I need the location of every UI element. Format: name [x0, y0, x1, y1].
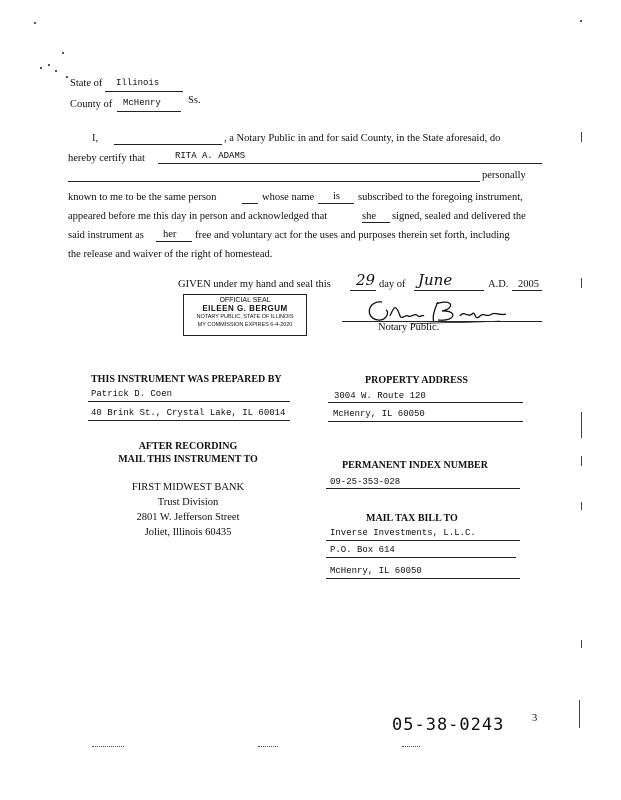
scan-speck [34, 22, 36, 24]
seal-state: NOTARY PUBLIC, STATE OF ILLINOIS [196, 314, 294, 320]
margin-mark [581, 132, 582, 142]
pronoun-she-line [362, 222, 390, 223]
personally-label: personally [482, 170, 526, 181]
margin-mark [581, 640, 582, 648]
signed-text: signed, sealed and delivered the [392, 211, 526, 222]
scan-speck [66, 76, 68, 78]
tax-bill-line3-rule [326, 578, 520, 579]
appeared-text: appeared before me this day in person and acknowledged that [68, 211, 328, 222]
notary-signature-line [342, 321, 542, 322]
given-day-line [350, 290, 376, 291]
voluntary-text: free and voluntary act for the uses and purposes therein set forth, including [195, 230, 510, 241]
homestead-text: the release and waiver of the right of homestead. [68, 249, 273, 260]
tax-bill-line2-rule [326, 557, 516, 558]
prepared-by-name-line [88, 401, 290, 402]
pronoun-her-line [156, 241, 192, 242]
bank-street: 2801 W. Jefferson Street [136, 512, 240, 523]
state-label: State of [70, 78, 103, 89]
notary-name-blank [114, 144, 222, 145]
pronoun-her: her [163, 229, 177, 240]
margin-mark [581, 412, 582, 438]
seal-name: EILEEN G. BERGUM [202, 304, 288, 313]
ss-label: Ss. [188, 95, 201, 106]
certified-name-line [158, 163, 542, 164]
tax-bill-line3: McHenry, IL 60050 [330, 566, 422, 576]
prepared-by-address-line [88, 420, 290, 421]
scan-dots [92, 746, 124, 747]
scan-dots [402, 746, 420, 747]
pin-line [326, 488, 520, 489]
pin-value: 09-25-353-028 [330, 477, 401, 487]
scan-speck [55, 70, 57, 72]
after-recording-heading: AFTER RECORDING [138, 441, 238, 452]
property-address-line2-rule [328, 421, 523, 422]
county-underline [117, 111, 181, 112]
scan-speck [48, 64, 50, 66]
prepared-by-heading: THIS INSTRUMENT WAS PREPARED BY [91, 374, 282, 385]
day-of-text: day of [379, 279, 406, 290]
given-month: June [418, 271, 453, 289]
subscribed-text: subscribed to the foregoing instrument, [358, 192, 523, 203]
tax-bill-line2: P.O. Box 614 [330, 545, 395, 555]
margin-mark [581, 278, 582, 288]
pronoun-she: she [362, 211, 376, 222]
given-year-line [512, 290, 542, 291]
name-verb: is [333, 191, 341, 202]
scan-dots [258, 746, 278, 747]
document-number: 05-38-0243 [392, 715, 505, 735]
blank-line [68, 181, 480, 182]
margin-mark [581, 502, 582, 510]
scan-speck [580, 20, 582, 22]
given-month-line [414, 290, 484, 291]
margin-mark [579, 700, 580, 728]
tax-bill-line1-rule [326, 540, 520, 541]
ad-text: A.D. [488, 279, 509, 290]
tax-bill-line1: Inverse Investments, L.L.C. [330, 528, 476, 538]
name-verb-line [318, 203, 354, 204]
known-text: known to me to be the same person [68, 192, 217, 203]
whose-name-text: whose name [262, 192, 315, 203]
seal-title: OFFICIAL SEAL [219, 297, 271, 304]
given-day: 29 [356, 271, 376, 289]
given-year: 2005 [518, 279, 539, 290]
notary-intro-rest: , a Notary Public in and for said County, in the State aforesaid, do [224, 133, 501, 144]
pin-heading: PERMANENT INDEX NUMBER [342, 460, 488, 471]
official-seal-stamp [183, 294, 307, 336]
person-blank [242, 203, 258, 204]
county-value: McHenry [123, 98, 161, 108]
property-address-line1: 3004 W. Route 120 [334, 391, 426, 401]
mail-instrument-heading: MAIL THIS INSTRUMENT TO [118, 454, 258, 465]
tax-bill-heading: MAIL TAX BILL TO [366, 513, 458, 524]
scan-speck [62, 52, 64, 54]
notary-public-label: Notary Public. [378, 322, 440, 333]
property-address-line2: McHenry, IL 60050 [333, 409, 425, 419]
scan-speck [40, 67, 42, 69]
property-address-line1-rule [328, 402, 523, 403]
bank-city: Joliet, Illinois 60435 [144, 527, 232, 538]
bank-division: Trust Division [157, 497, 219, 508]
given-text: GIVEN under my hand and seal this [178, 279, 331, 290]
page-number: 3 [532, 713, 538, 724]
prepared-by-name: Patrick D. Coen [91, 389, 173, 399]
instrument-as-text: said instrument as [68, 230, 144, 241]
state-underline [105, 91, 183, 92]
property-address-heading: PROPERTY ADDRESS [365, 375, 468, 386]
notary-intro: I, [92, 133, 99, 144]
prepared-by-address: 40 Brink St., Crystal Lake, IL 60014 [91, 408, 286, 418]
county-label: County of [70, 99, 113, 110]
certified-name: RITA A. ADAMS [175, 151, 246, 161]
certify-label: hereby certify that [68, 153, 145, 164]
bank-name: FIRST MIDWEST BANK [131, 482, 245, 493]
state-value: Illinois [116, 78, 160, 88]
seal-expiry: MY COMMISSION EXPIRES 6-4-2020 [197, 322, 293, 328]
margin-mark [581, 456, 582, 466]
